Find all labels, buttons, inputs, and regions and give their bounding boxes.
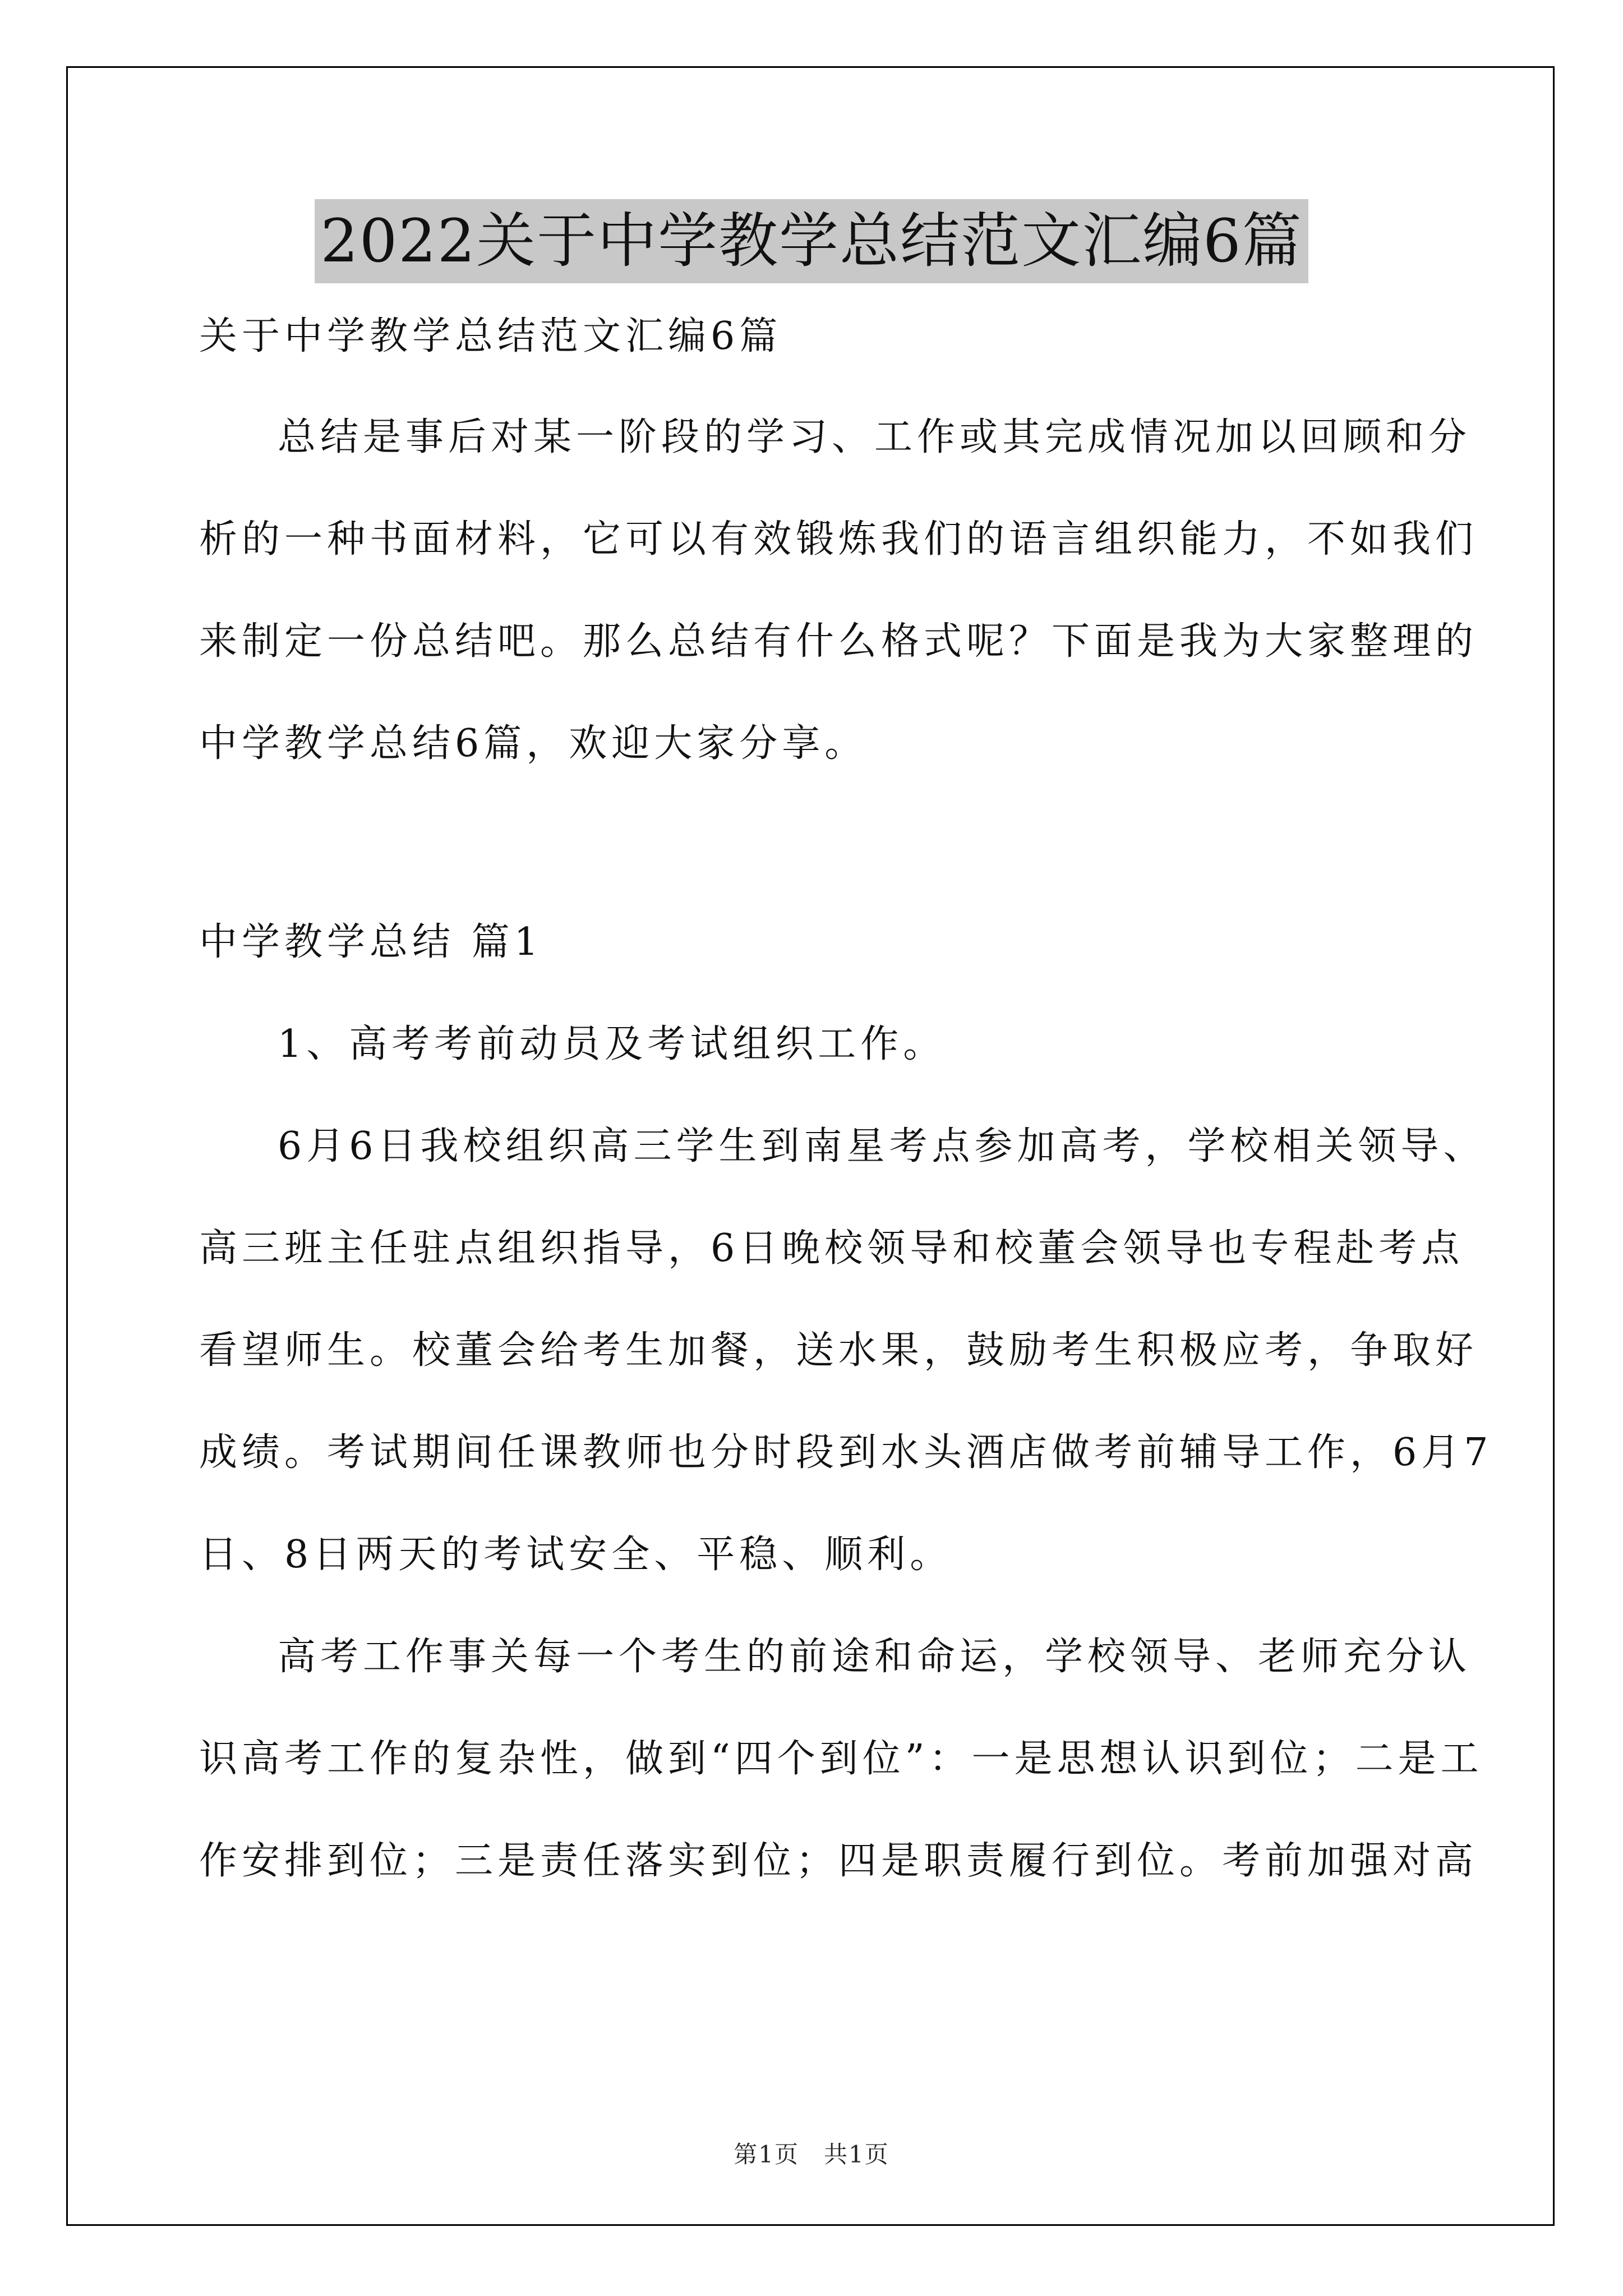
intro-line: 析的一种书面材料，它可以有效锻炼我们的语言组织能力，不如我们	[199, 517, 1478, 562]
document-title: 2022关于中学教学总结范文汇编6篇	[315, 199, 1308, 283]
intro-line: 中学教学总结6篇，欢迎大家分享。	[199, 721, 868, 766]
paragraph-line: 6月6日我校组织高三学生到南星考点参加高考，学校相关领导、	[278, 1124, 1486, 1168]
paragraph-line: 作安排到位；三是责任落实到位；四是职责履行到位。考前加强对高	[199, 1839, 1478, 1883]
section-heading: 中学教学总结 篇1	[199, 920, 543, 964]
paragraph-line: 识高考工作的复杂性，做到“四个到位”：一是思想认识到位；二是工	[199, 1737, 1483, 1781]
intro-line: 总结是事后对某一阶段的学习、工作或其完成情况加以回顾和分	[278, 415, 1472, 459]
paragraph-line: 看望师生。校董会给考生加餐，送水果，鼓励考生积极应考，争取好	[199, 1328, 1478, 1373]
page-footer: 第1页 共1页	[734, 2141, 889, 2168]
paragraph-line: 成绩。考试期间任课教师也分时段到水头酒店做考前辅导工作，6月7	[199, 1430, 1493, 1475]
paragraph-line: 日、8日两天的考试安全、平稳、顺利。	[199, 1533, 953, 1577]
paragraph-line: 高考工作事关每一个考生的前途和命运，学校领导、老师充分认	[278, 1635, 1472, 1679]
document-subtitle: 关于中学教学总结范文汇编6篇	[199, 314, 782, 358]
intro-line: 来制定一份总结吧。那么总结有什么格式呢？下面是我为大家整理的	[199, 619, 1478, 664]
item-title: 1、高考考前动员及考试组织工作。	[278, 1022, 946, 1066]
title-area	[0, 199, 1623, 283]
paragraph-line: 高三班主任驻点组织指导，6日晚校领导和校董会领导也专程赴考点	[199, 1226, 1464, 1271]
